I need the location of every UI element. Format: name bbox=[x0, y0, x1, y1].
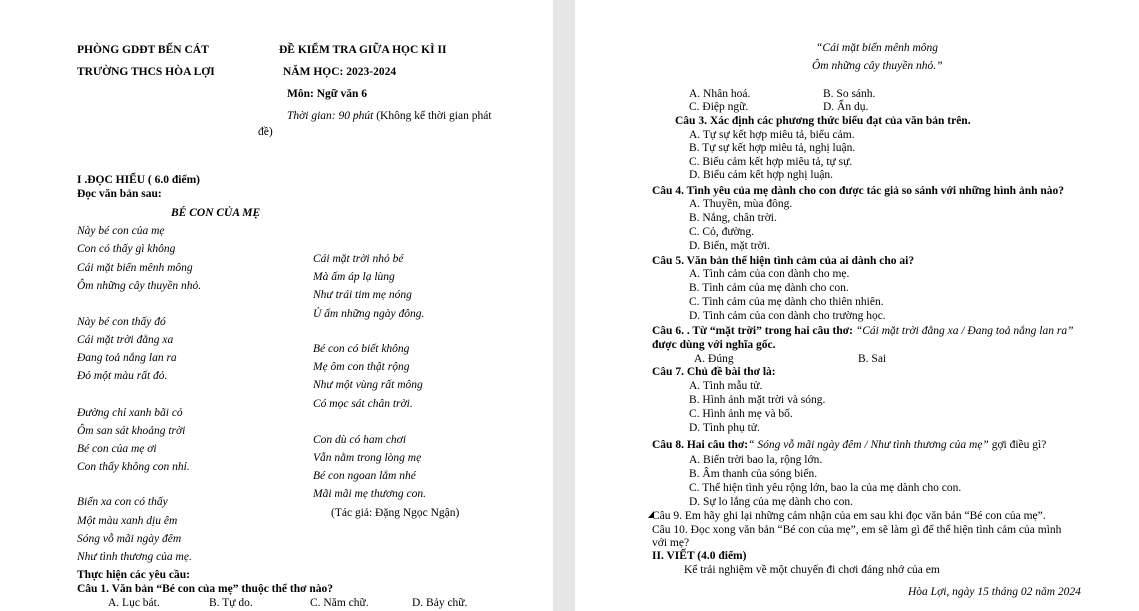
q6-option-a: A. Đúng bbox=[694, 353, 734, 365]
section-reading-heading: I .ĐỌC HIỂU ( 6.0 điểm) bbox=[77, 174, 200, 186]
q3-option: B. Tự sự kết hợp miêu tả, nghị luận. bbox=[689, 142, 856, 154]
q3-option: C. Biểu cảm kết hợp miêu tả, tự sự. bbox=[689, 156, 853, 168]
school-year: NĂM HỌC: 2023-2024 bbox=[283, 66, 397, 78]
subject: Môn: Ngữ văn 6 bbox=[287, 88, 368, 100]
poem-line: Ủ ấm những ngày đông. bbox=[313, 308, 425, 320]
page-gutter bbox=[553, 0, 575, 611]
poem-line: Có mọc sát chân trời. bbox=[313, 398, 413, 410]
document-page-left bbox=[0, 0, 553, 611]
poem-line: Sóng vỗ mãi ngày đêm bbox=[77, 533, 182, 545]
poem-line: Cái mặt trời đằng xa bbox=[77, 334, 174, 346]
q8-option: C. Thể hiện tình yêu rộng lớn, bao la của mẹ dành cho con. bbox=[689, 482, 962, 494]
time-line-cont: đề) bbox=[258, 126, 273, 138]
q7-option: B. Hình ảnh mặt trời và sóng. bbox=[689, 394, 826, 406]
poem-line: Như một vùng rất mông bbox=[313, 379, 423, 391]
poem-line: Biển xa con có thấy bbox=[77, 496, 168, 508]
q8-quote: “ Sóng vỗ mãi ngày đêm / Như tình thương của mẹ” bbox=[748, 439, 989, 451]
q2-option-a: A. Nhân hoá. bbox=[689, 88, 751, 100]
time-line bbox=[287, 110, 492, 123]
q5-option: D. Tình cảm của con dành cho trường học. bbox=[689, 310, 886, 322]
time-note: (Không kể thời gian phát bbox=[373, 110, 492, 122]
question-10: Câu 10. Đọc xong văn bản “Bé con của mẹ”, em sẽ làm gì để thể hiện tình cảm của mình bbox=[652, 524, 1062, 536]
q7-option: C. Hình ảnh mẹ và bố. bbox=[689, 408, 793, 420]
document-page-right bbox=[575, 0, 1139, 611]
section-writing-heading: II. VIẾT (4.0 điểm) bbox=[652, 550, 747, 562]
poem-line: Này bé con thấy đó bbox=[77, 316, 166, 328]
department-name: PHÒNG GDĐT BẾN CÁT bbox=[77, 44, 209, 56]
question-10-cont: với mẹ? bbox=[652, 537, 690, 549]
poem-line: Cái mặt trời nhỏ bé bbox=[313, 253, 404, 265]
q1-option-d: D. Bảy chữ. bbox=[412, 597, 468, 609]
q1-option-c: C. Năm chữ. bbox=[310, 597, 369, 609]
q5-option: A. Tình cảm của con dành cho mẹ. bbox=[689, 268, 850, 280]
poem-line: Bé con của mẹ ơi bbox=[77, 443, 157, 455]
text-cursor-marker bbox=[648, 511, 654, 518]
q8-option: A. Biển trời bao la, rộng lớn. bbox=[689, 454, 823, 466]
poem-line: Đường chỉ xanh bãi cỏ bbox=[77, 407, 183, 419]
q4-option: A. Thuyền, mùa đông. bbox=[689, 198, 793, 210]
q1-option-a: A. Lục bát. bbox=[108, 597, 160, 609]
q6-option-b: B. Sai bbox=[858, 353, 887, 365]
q8-option: B. Âm thanh của sóng biển. bbox=[689, 468, 818, 480]
read-instruction: Đọc văn bản sau: bbox=[77, 188, 162, 200]
q8-label: Câu 8. Hai câu thơ: bbox=[652, 439, 749, 451]
q7-option: A. Tình mẫu tử. bbox=[689, 380, 763, 392]
question-1: Câu 1. Văn bản “Bé con của mẹ” thuộc thể thơ nào? bbox=[77, 583, 333, 595]
q5-option: C. Tình cảm của mẹ dành cho thiên nhiên. bbox=[689, 296, 884, 308]
poem-author: (Tác giả: Đặng Ngọc Ngận) bbox=[331, 507, 460, 519]
q4-option: D. Biển, mặt trời. bbox=[689, 240, 770, 252]
poem-line: Đang toả nắng lan ra bbox=[77, 352, 177, 364]
q2-option-d: D. Ẩn dụ. bbox=[823, 101, 869, 113]
poem-line: Một màu xanh dịu êm bbox=[77, 515, 178, 527]
poem-line: Như trái tim mẹ nóng bbox=[313, 289, 412, 301]
poem-line: Cái mặt biển mênh mông bbox=[77, 262, 193, 274]
exam-title: ĐỀ KIỂM TRA GIỮA HỌC KÌ II bbox=[279, 44, 447, 56]
poem-line: Như tình thương của mẹ. bbox=[77, 551, 192, 563]
poem-title: BÉ CON CỦA MẸ bbox=[171, 207, 261, 219]
q4-option: C. Cỏ, đường. bbox=[689, 226, 755, 238]
poem-line: Ôm san sát khoảng trời bbox=[77, 425, 186, 437]
question-9: Câu 9. Em hãy ghi lại những cảm nhận của em sau khi đọc văn bản “Bé con của mẹ”. bbox=[652, 510, 1046, 522]
poem-line: Mẹ ôm con thật rộng bbox=[313, 361, 410, 373]
poem-line: Mà ấm áp lạ lùng bbox=[313, 271, 395, 283]
poem-line: Mãi mãi mẹ thương con. bbox=[313, 488, 427, 500]
q3-option: D. Biểu cảm kết hợp nghị luận. bbox=[689, 169, 834, 181]
question-5: Câu 5. Văn bản thể hiện tình cảm của ai dành cho ai? bbox=[652, 255, 915, 267]
question-3: Câu 3. Xác định các phương thức biểu đạt của văn bản trên. bbox=[675, 115, 971, 127]
poem-line: Con có thấy gì không bbox=[77, 243, 176, 255]
writing-prompt: Kể trải nghiệm về một chuyến đi chơi đáng nhớ của em bbox=[684, 564, 940, 576]
q2-option-c: C. Điệp ngữ. bbox=[689, 101, 749, 113]
q3-option: A. Tự sự kết hợp miêu tả, biểu cảm. bbox=[689, 129, 855, 141]
question-6-cont: được dùng với nghĩa gốc. bbox=[652, 339, 776, 351]
poem-line: Con thấy không con nhỉ. bbox=[77, 461, 190, 473]
poem-line: Vẫn nằm trong lòng mẹ bbox=[313, 452, 422, 464]
q8-option: D. Sự lo lắng của mẹ dành cho con. bbox=[689, 496, 853, 508]
date-line: Hòa Lợi, ngày 15 tháng 02 năm 2024 bbox=[908, 586, 1081, 598]
q6-quote: “Cái mặt trời đằng xa / Đang toả nắng lan ra” bbox=[852, 325, 1074, 337]
poem-line: Đỏ một màu rất đỏ. bbox=[77, 370, 168, 382]
quote-line: “Cái mặt biển mênh mông bbox=[816, 42, 939, 54]
poem-line: Con dù có ham chơi bbox=[313, 434, 407, 446]
q7-option: D. Tình phụ tử. bbox=[689, 422, 760, 434]
school-name: TRƯỜNG THCS HÒA LỢI bbox=[77, 66, 215, 78]
poem-line: Bé con có biết không bbox=[313, 343, 410, 355]
quote-line: Ôm những cây thuyền nhỏ.” bbox=[812, 60, 943, 72]
q5-option: B. Tình cảm của mẹ dành cho con. bbox=[689, 282, 849, 294]
poem-line: Này bé con của mẹ bbox=[77, 225, 165, 237]
question-8 bbox=[652, 439, 1046, 452]
poem-line: Bé con ngoan lắm nhé bbox=[313, 470, 416, 482]
time-label: Thời gian: 90 phút bbox=[287, 110, 374, 122]
q6-label: Câu 6. . Từ “mặt trời” trong hai câu thơ: bbox=[652, 325, 853, 337]
question-6 bbox=[652, 325, 1074, 338]
q1-option-b: B. Tự do. bbox=[209, 597, 253, 609]
q4-option: B. Nắng, chân trời. bbox=[689, 212, 777, 224]
question-4: Câu 4. Tình yêu của mẹ dành cho con được tác giả so sánh với những hình ảnh nào? bbox=[652, 185, 1065, 197]
task-heading: Thực hiện các yêu cầu: bbox=[77, 569, 190, 581]
question-7: Câu 7. Chủ đề bài thơ là: bbox=[652, 366, 776, 378]
poem-line: Ôm những cây thuyền nhỏ. bbox=[77, 280, 202, 292]
q8-tail: gợi điều gì? bbox=[988, 439, 1047, 451]
q2-option-b: B. So sánh. bbox=[823, 88, 876, 100]
